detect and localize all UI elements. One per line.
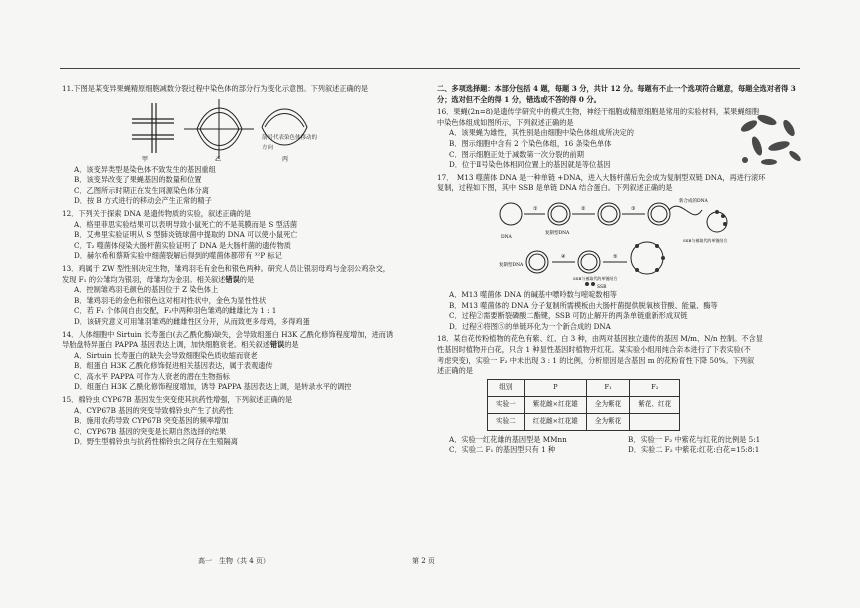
q16-text — [437, 118, 707, 171]
q12-stem: 12．下列关于探索 DNA 是遗传物质的实验，叙述正确的是 — [62, 208, 252, 218]
q13-option-d: D．该研究意义可用雏羽雏鸡的雌雄性区分开，从而致更多母鸡，多得鸡蛋 — [74, 316, 310, 326]
q18-stem-3: 考虑突变)，实验一 F₂ 中未出现 3 : 1 的比例，分析原因是含基因 m 的花粉育性下降 50%。下列叙 — [437, 355, 755, 365]
q17-option-b: B．M13 噬菌体的 DNA 分子复制所需模板由大肠杆菌提供脱氧核苷酸、能量、酶等 — [449, 300, 718, 310]
left-column — [62, 84, 422, 450]
q17-option-a: A．M13 噬菌体 DNA 的碱基中嘌呤数与嘧啶数相等 — [449, 289, 617, 299]
fig-label-yi: 乙 — [215, 155, 222, 163]
q18-option-c: C．实验二 F₁ 的基因型只有 1 种 — [449, 445, 556, 455]
q18-options-row-1 — [437, 435, 807, 446]
fig-label-bing: 丙 — [282, 155, 289, 163]
table-cell: 实验一 — [488, 396, 525, 413]
q18-option-a: A．实验一红花雄的基因型是 MMnn — [449, 434, 567, 444]
table-cell: 红花雌×红花雄 — [524, 413, 586, 430]
q15-option-d: D．野生型棉铃虫与抗药性棉铃虫之间存在生殖隔离 — [74, 437, 238, 447]
q13-option-a: A．控制雏鸡羽毛颜色的基因位于 Z 染色体上 — [74, 285, 219, 295]
q16-option-b: B．图示细胞中含有 2 个染色体组，16 条染色单体 — [449, 138, 612, 148]
table-cell: 全为紫花 — [586, 413, 629, 430]
q11-option-b: B．该变异改变了果蝇基因的数量和位置 — [74, 175, 202, 185]
q14-option-d: D．组蛋白 H3K 乙酰化修饰程度增加，诱导 PAPPA 基因表达上调，是转录水平的调控 — [74, 382, 352, 392]
q13-stem-emphasis: 错误 — [225, 274, 240, 284]
footer-left: 高一 生物（共 4 页） — [198, 557, 270, 565]
step-5: ⑤ — [613, 253, 618, 260]
q13-stem-2 — [62, 275, 422, 286]
question-11 — [62, 84, 422, 207]
table-header-cell: F₂ — [630, 379, 680, 396]
q14-stem-emphasis: 错误 — [269, 340, 285, 350]
label-ssb-binding: SSB与被取代的单链结合 — [683, 237, 728, 243]
question-16 — [437, 107, 807, 171]
q17-option-c: C．过程②需要断裂磷酸二酯键，SSB 可防止解开的两条单链重新形成双链 — [449, 311, 688, 321]
table-row — [488, 396, 680, 413]
table-row — [488, 413, 680, 430]
table-cell: 紫花、红花 — [630, 396, 680, 413]
table-header-cell: F₁ — [586, 379, 629, 396]
q13-option-c: C．若 F₁ 个体间自由交配，F₂中两种羽色雏鸡的雌雄比为 1 : 1 — [74, 306, 277, 316]
q11-figure — [112, 97, 422, 163]
q14-stem-3-text: 的是 — [284, 340, 299, 350]
q16-option-a: A．该果蝇为雄性，其性别是由细胞中染色体组成所决定的 — [449, 128, 634, 138]
fig-label-jia: 甲 — [142, 155, 149, 163]
question-12 — [62, 209, 422, 262]
q11-option-d: D．按 B 方式进行的移动会产生正常的精子 — [74, 196, 212, 206]
q18-option-d: D．实验二 F₂ 中紫花:红花:白花=15:8:1 — [628, 445, 760, 455]
step-3: ③ — [631, 205, 636, 212]
right-column — [437, 84, 807, 458]
table-header-cell: 组别 — [488, 379, 525, 396]
q11-option-c: C．乙图所示时期正在发生同源染色体分离 — [74, 185, 209, 195]
q12-option-c: C．T₂ 噬菌体侵染大肠杆菌实验证明了 DNA 是大肠杆菌的遗传物质 — [74, 240, 291, 250]
q14-option-c: C．高水平 PAPPA 可作为人衰老的潜在生物指标 — [74, 371, 230, 381]
q15-option-b: B．施用农药导致 CYP67B 突变基因的频率增加 — [74, 416, 229, 426]
label-dna: DNA — [501, 234, 512, 240]
q14-option-a: A．Sirtuin 长寿蛋白的缺失会导致细胞染色质收缩而衰老 — [74, 350, 258, 360]
section-heading: 二、多项选择题：本部分包括 4 题，每题 3 分，共计 12 分。每题有不止一个选项符合题意，每题全选对者得 3 分；选对但不全的得 1 分，错选或不答的得 0 分。 — [437, 84, 796, 104]
q16-option-d: D．位于Ⅱ号染色体相同位置上的基因就是等位基因 — [449, 160, 611, 170]
step-4: ④ — [561, 253, 566, 260]
q17-option-d: D．过程④将图⑤的单链环化为一个新合成的 DNA — [449, 321, 611, 331]
q13-stem-1: 13．鸡属于 ZW 型性别决定生物，雏鸡羽毛有金色和银色两种。研究人员让银羽母鸡与金羽公鸡杂交， — [62, 263, 390, 273]
fig-arrow-note: 箭号代表染色体移动的方向 — [262, 134, 318, 152]
q15-option-c: C．CYP67B 基因的突变是长期自然选择的结果 — [74, 426, 227, 436]
table-cell — [630, 413, 680, 430]
q14-option-b: B．组蛋白 H3K 乙酰化修饰促进相关基因表达，属于表观遗传 — [74, 361, 273, 371]
q16-option-c: C．图示细胞正处于减数第一次分裂的前期 — [449, 149, 584, 159]
step-1: ① — [533, 205, 538, 212]
karyotype-image — [737, 112, 807, 170]
question-18 — [437, 334, 807, 456]
table-cell: 全为紫花 — [586, 396, 629, 413]
q15-option-a: A．CYP67B 基因的突变导致棉铃虫产生了抗药性 — [74, 405, 234, 415]
label-replicative-dna: 复制型DNA — [545, 230, 570, 236]
label-replicative-dna-2: 复制型DNA — [499, 262, 524, 268]
table-header-cell: P — [524, 379, 586, 396]
q14-stem-1: 14．人体细胞中 Sirtuin 长寿蛋白(去乙酰化酶)缺失，会导致组蛋白 H3K 乙酰化修饰程度增加，进而诱 — [62, 329, 394, 339]
q18-option-b: B．实验一 F₂ 中紫花与红花的比例是 5:1 — [628, 434, 761, 444]
q16-body — [437, 118, 807, 171]
q18-table — [487, 379, 680, 431]
table-header-row — [488, 379, 680, 396]
q16-stem-2: 中染色体组成如图所示，下列叙述正确的是 — [437, 117, 574, 127]
rolling-circle-diagram — [497, 196, 747, 288]
question-17 — [437, 173, 807, 333]
table-cell: 紫花雌×红花雄 — [524, 396, 586, 413]
label-ssb-binding-2: SSB与被取代的单链结合 — [573, 275, 618, 281]
step-2: ② — [581, 205, 586, 212]
question-15 — [62, 395, 422, 448]
q16-stem-1: 16．果蝇(2n=8)是遗传学研究中的模式生物，神经干细胞或精原细胞是常用的实验材料，某果蝇细胞 — [437, 107, 760, 117]
question-13 — [62, 264, 422, 328]
q17-stem-1: 17． M13 噬菌体 DNA 是一种单链 +DNA，进入大肠杆菌后先会成为复制型双链 DNA，再进行滚环 — [437, 172, 766, 182]
q11-option-a: A．该变异类型是染色体不致发生的基因重组 — [74, 164, 216, 174]
q11-stem: 11.下图是某变异果蝇精原细胞减数分裂过程中染色体的部分行为变化示意图。下列叙述正确的是 — [62, 84, 369, 93]
q14-stem-2 — [62, 340, 422, 351]
q17-figure — [497, 196, 807, 288]
label-ssb: SSB — [597, 284, 607, 288]
q13-option-b: B．雏鸡羽毛的金色和银色这对相对性状中，金色为显性性状 — [74, 295, 267, 305]
q18-stem-1: 18．某自花传粉植物的花色有紫、红、白 3 种，由两对基因独立遗传的基因 M/m、N/n 控制。不含显 — [437, 334, 763, 344]
q12-option-b: B．艾弗里实验证明从 S 型肺炎链球菌中提取的 DNA 可以使小鼠死亡 — [74, 230, 298, 240]
q13-stem-3-text: 的是 — [239, 274, 255, 284]
question-14 — [62, 330, 422, 394]
q18-options-row-2 — [437, 445, 807, 456]
q18-stem-2: 性基因时植物开白花，只含 1 种显性基因时植物开红花。某实验小组用纯合亲本进行了下表实验(不 — [437, 344, 751, 354]
q12-option-a: A．格里菲思实验结果可以表明导致小鼠死亡的不是英膜而是 S 型活菌 — [74, 219, 298, 229]
q17-stem-2: 复制，过程如下图，其中 SSB 是单链 DNA 结合蛋白。下列叙述正确的是 — [437, 183, 673, 193]
q12-option-d: D．赫尔希和蔡斯实验中细菌裂解后得到的噬菌体都带有 ³²P 标记 — [74, 251, 282, 261]
q13-stem-2-text: 发现 F₁ 的公雏均为银羽，母雏均为金羽。相关叙述 — [62, 274, 226, 284]
header-rule — [60, 68, 800, 69]
q15-stem: 15．棉铃虫 CYP67B 基因发生突变使其抗药性增强，下列叙述正确的是 — [62, 395, 293, 405]
label-new-dna: 新合成的DNA — [679, 198, 708, 204]
q14-stem-2-text: 导胎盘特异蛋白 PAPPA 基因表达上调，加快细胞衰老。相关叙述 — [62, 340, 270, 350]
q18-stem-4: 述正确的是 — [437, 366, 473, 376]
footer-page-number: 第 2 页 — [412, 557, 435, 565]
table-cell: 实验二 — [488, 413, 525, 430]
